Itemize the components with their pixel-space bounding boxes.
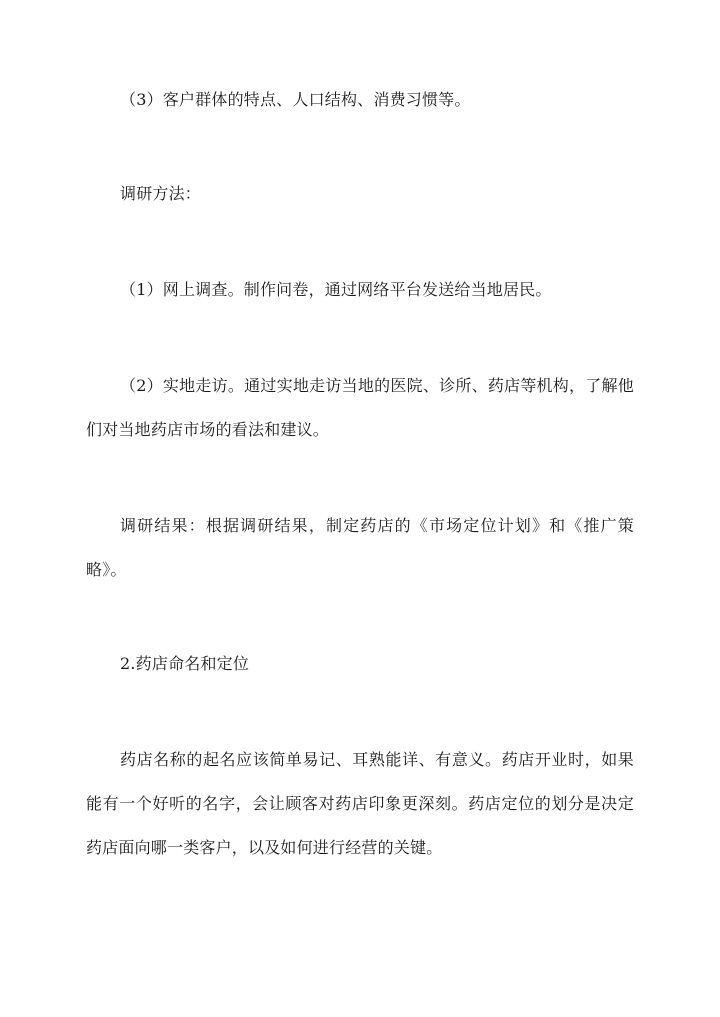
paragraph-customer-traits: （3）客户群体的特点、人口结构、消费习惯等。 (120, 90, 471, 109)
paragraph-naming-positioning: 药店名称的起名应该简单易记、耳熟能详、有意义。药店开业时，如果能有一个好听的名字，会让顾客对药店印象更深刻。药店定位的划分是决定药店面向哪一类客户，以及如何进行经营的关键。 (86, 750, 634, 857)
paragraph-research-methods-heading: 调研方法： (120, 184, 202, 203)
section-heading-naming-positioning: 2.药店命名和定位 (120, 654, 250, 673)
paragraph-online-survey: （1）网上调查。制作问卷，通过网络平台发送给当地居民。 (120, 280, 552, 299)
paragraph-field-visit: （2）实地走访。通过实地走访当地的医院、诊所、药店等机构，了解他们对当地药店市场的看法和建议。 (86, 376, 634, 439)
paragraph-research-results: 调研结果：根据调研结果，制定药店的《市场定位计划》和《推广策略》。 (86, 516, 634, 579)
